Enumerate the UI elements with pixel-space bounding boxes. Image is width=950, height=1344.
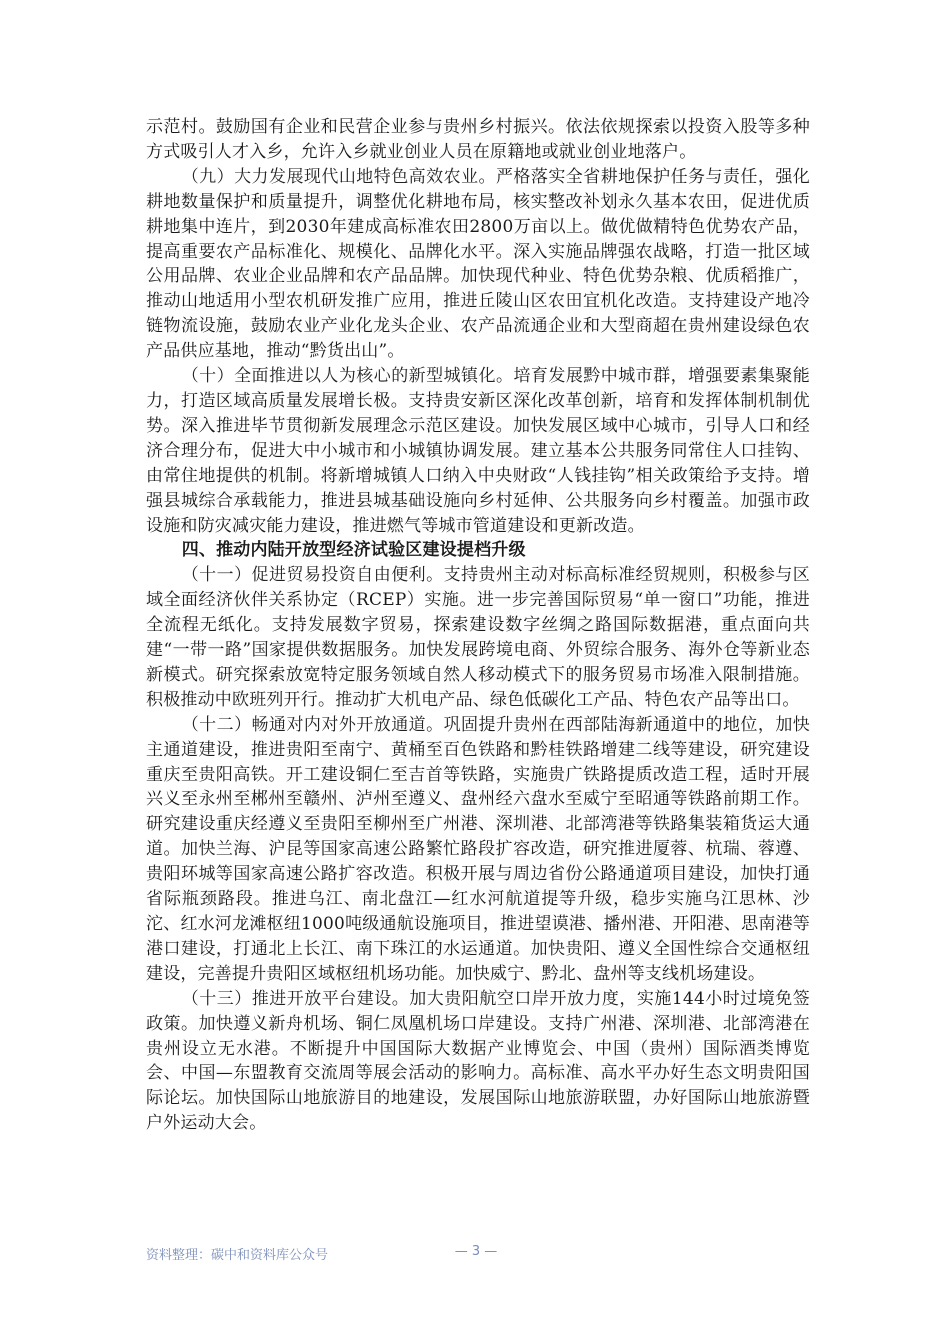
item-9-lead: （九）大力发展现代山地特色高效农业。 [181, 166, 496, 187]
item-13-text: 加大贵阳航空口岸开放力度，实施144小时过境免签政策。加快遵义新舟机场、铜仁凤凰机场口岸建设。支持广州港、深圳港、北部湾港在贵州设立无水港。不断提升中国国际大数据产业博览会、中国（贵州）国际酒类博览会、中国—东盟教育交流周等展会活动的影响力。高标准、高水平办好生态文明贵阳国际论坛。加快国际山地旅游目的地建设，发展国际山地旅游联盟，办好国际山地旅游暨户外运动大会。 [146, 988, 811, 1134]
paragraph-item-9 [146, 165, 810, 364]
paragraph-item-13 [146, 987, 810, 1136]
footer-source-note: 资料整理：碳中和资料库公众号 [146, 1248, 329, 1263]
item-12-text: 巩固提升贵州在西部陆海新通道中的地位，加快主通道建设，推进贵阳至南宁、黄桶至百色铁路和黔桂铁路增建二线等建设，研究建设重庆至贵阳高铁。开工建设铜仁至吉首等铁路，实施贵广铁路提质改造工程，适时开展兴义至永州至郴州至赣州、泸州至遵义、盘州经六盘水至威宁至昭通等铁路前期工作。研究建设重庆经遵义至贵阳至柳州至广州港、深圳港、北部湾港等铁路集装箱货运大通道。加快兰海、沪昆等国家高速公路繁忙路段扩容改造，研究推进厦蓉、杭瑞、蓉遵、贵阳环城等国家高速公路扩容改造。积极开展与周边省份公路通道项目建设，加快打通省际瓶颈路段。推进乌江、南北盘江—红水河航道提等升级，稳步实施乌江思林、沙沱、红水河龙滩枢纽1000吨级通航设施项目，推进望谟港、播州港、开阳港、思南港等港口建设，打通北上长江、南下珠江的水运通道。加快贵阳、遵义全国性综合交通枢纽建设，完善提升贵阳区域枢纽机场功能。加快威宁、黔北、盘州等支线机场建设。 [146, 714, 810, 984]
document-body [146, 115, 810, 1136]
item-11-text: 支持贵州主动对标高标准经贸规则，积极参与区域全面经济伙伴关系协定（RCEP）实施。进一步完善国际贸易“单一窗口”功能，推进全流程无纸化。支持发展数字贸易，探索建设数字丝绸之路国际数据港，重点面向共建“一带一路”国家提供数据服务。加快发展跨境电商、外贸综合服务、海外仓等新业态新模式。研究探索放宽特定服务领域自然人移动模式下的服务贸易市场准入限制措施。积极推动中欧班列开行。推动扩大机电产品、绿色低碳化工产品、特色农产品等出口。 [146, 565, 810, 710]
page-number: — 3 — [454, 1244, 498, 1259]
item-9-text: 严格落实全省耕地保护任务与责任，强化耕地数量保护和质量提升，调整优化耕地布局，核实整改补划永久基本农田，促进优质耕地集中连片，到2030年建成高标准农田2800万亩以上。做优做精特色优势农产品，提高重要农产品标准化、规模化、品牌化水平。深入实施品牌强农战略，打造一批区域公用品牌、农业企业品牌和农产品品牌。加快现代种业、特色优势杂粮、优质稻推广，推动山地适用小型农机研发推广应用，推进丘陵山区农田宜机化改造。支持建设产地冷链物流设施，鼓励农业产业化龙头企业、农产品流通企业和大型商超在贵州建设绿色农产品供应基地，推动“黔货出山”。 [146, 166, 810, 362]
item-12-lead: （十二）畅通对内对外开放通道。 [181, 714, 444, 735]
paragraph-item-10 [146, 364, 810, 538]
paragraph-item-12 [146, 713, 810, 987]
item-11-lead: （十一）促进贸易投资自由便利。 [181, 565, 444, 586]
section-heading-4: 四、推动内陆开放型经济试验区建设提档升级 [181, 540, 526, 561]
item-10-text: 培育发展黔中城市群，增强要素集聚能力，打造区域高质量发展增长极。支持贵安新区深化改革创新，培育和发挥体制机制优势。深入推进毕节贯彻新发展理念示范区建设。加快发展区域中心城市，引导人口和经济合理分布，促进大中小城市和小城镇协调发展。建立基本公共服务同常住人口挂钩、由常住地提供的机制。将新增城镇人口纳入中央财政“人钱挂钩”相关政策给予支持。增强县城综合承载能力，推进县城基础设施向乡村延伸、公共服务向乡村覆盖。加强市政设施和防灾减灾能力建设，推进燃气等城市管道建设和更新改造。 [146, 366, 810, 536]
paragraph-item-11 [146, 563, 810, 712]
item-13-lead: （十三）推进开放平台建设。 [181, 988, 410, 1009]
item-10-lead: （十）全面推进以人为核心的新型城镇化。 [181, 366, 514, 387]
paragraph-continuation: 示范村。鼓励国有企业和民营企业参与贵州乡村振兴。依法依规探索以投资入股等多种方式吸引人才入乡，允许入乡就业创业人员在原籍地或就业创业地落户。 [146, 117, 810, 162]
